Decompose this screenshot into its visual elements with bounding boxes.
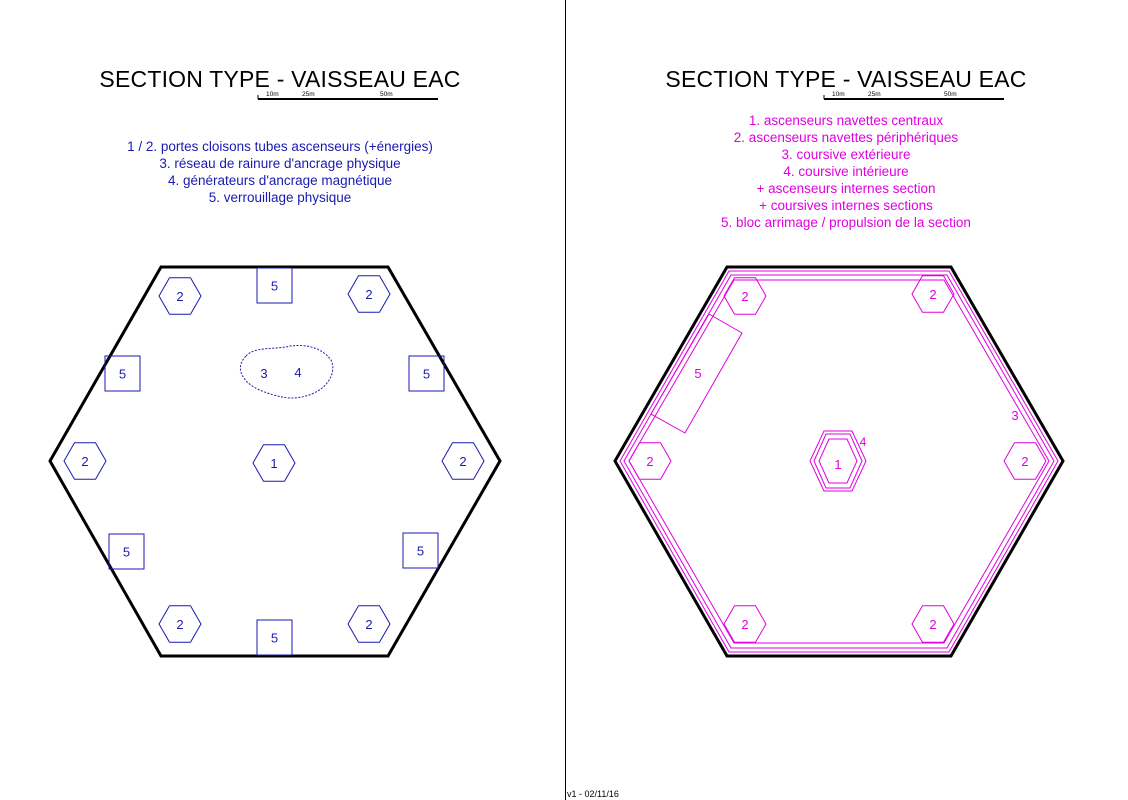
scale-label: 10m [832,91,845,98]
left-legend-item: 3. réseau de rainure d'ancrage physique [159,156,401,171]
peripheral-elevator-hex-label: 2 [646,454,654,469]
inner-corridor-label: 4 [859,435,867,449]
scale-label: 50m [944,91,957,98]
peripheral-door-hex-label: 2 [365,617,373,632]
right-legend-item: 1. ascenseurs navettes centraux [748,113,944,128]
left-legend-item: 5. verrouillage physique [208,190,352,205]
right-legend-item: 3. coursive extérieure [781,147,911,162]
corridor-label: 3 [1011,408,1019,423]
right-legend-item: + ascenseurs internes section [756,181,936,196]
peripheral-door-hex-label: 2 [176,289,184,304]
central-door-hex-label: 1 [270,456,278,471]
right-legend-item: 4. coursive intérieure [783,164,909,179]
peripheral-elevator-hex-label: 2 [1021,454,1029,469]
right-scale-bar [824,91,1004,99]
zone-label: 4 [294,365,302,380]
left-legend-item: 4. générateurs d'ancrage magnétique [168,173,392,188]
scale-label: 50m [380,91,393,98]
peripheral-door-hex-label: 2 [81,454,89,469]
physical-lock-label: 5 [118,366,127,382]
peripheral-elevator-hex-label: 2 [929,287,937,302]
peripheral-elevator-hex-label: 2 [929,617,937,632]
left-legend-item: 1 / 2. portes cloisons tubes ascenseurs (+énergies) [127,139,433,154]
anchor-zone-outline [240,346,332,398]
right-legend-item: 2. ascenseurs navettes périphériques [733,130,959,145]
physical-lock-label: 5 [270,630,279,646]
peripheral-door-hex-label: 2 [365,287,373,302]
right-legend-item: + coursives internes sections [759,198,933,213]
peripheral-door-hex-label: 2 [459,454,467,469]
left-section-diagram [50,267,500,656]
right-section-diagram [615,267,1063,656]
scale-label: 10m [266,91,279,98]
left-scale-bar [258,91,438,99]
scale-label: 25m [302,91,315,98]
right-legend-item: 5. bloc arrimage / propulsion de la section [721,215,971,230]
docking-block-label: 5 [694,366,702,381]
left-title: SECTION TYPE - VAISSEAU EAC [99,66,461,92]
physical-lock-label: 5 [122,544,131,560]
zone-label: 3 [260,366,268,381]
physical-lock-label: 5 [422,366,431,382]
right-title: SECTION TYPE - VAISSEAU EAC [665,66,1027,92]
physical-lock-label: 5 [416,543,425,559]
scale-label: 25m [868,91,881,98]
central-elevator-label: 1 [834,457,842,472]
peripheral-door-hex-label: 2 [176,617,184,632]
peripheral-elevator-hex-label: 2 [741,617,749,632]
physical-lock-label: 5 [270,278,279,294]
version-label: v1 - 02/11/16 [567,789,619,799]
peripheral-elevator-hex-label: 2 [741,289,749,304]
